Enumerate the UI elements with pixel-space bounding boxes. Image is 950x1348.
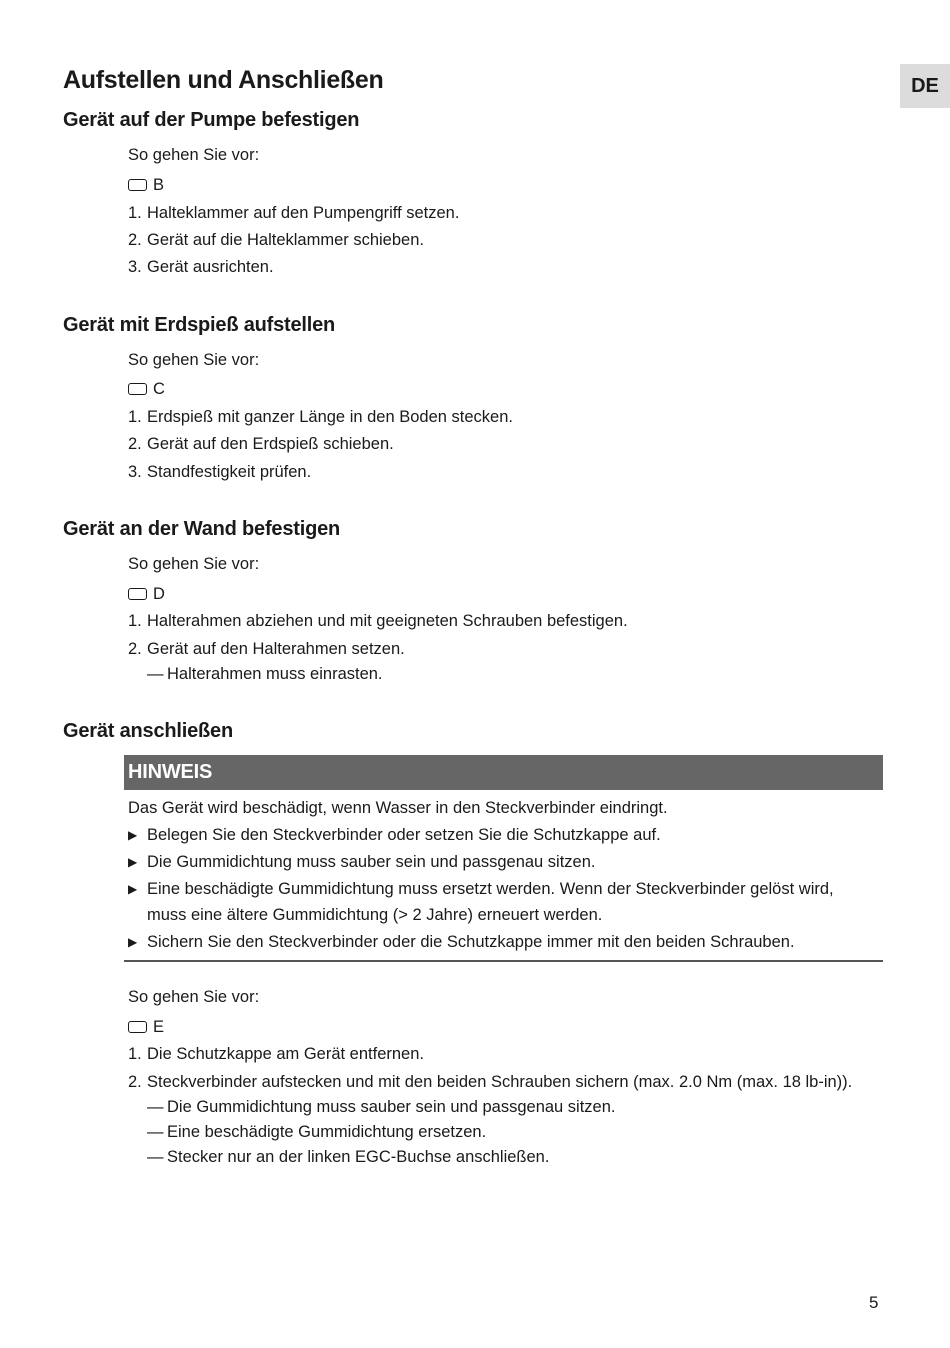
intro-text: So gehen Sie vor: xyxy=(128,988,260,1006)
bullet-arrow-icon: ▶ xyxy=(128,855,138,869)
step-item: 3. Gerät ausrichten. xyxy=(128,258,274,276)
step-item: 1. Die Schutzkappe am Gerät entfernen. xyxy=(128,1045,424,1063)
result-item: — Halterahmen muss einrasten. xyxy=(147,665,383,683)
notice-action: ▶ Eine beschädigte Gummidichtung muss ersetzt werden. Wenn der Steckverbinder gelöst wird, xyxy=(128,880,834,898)
notice-label: HINWEIS xyxy=(128,761,213,783)
notice-divider xyxy=(124,960,883,962)
figure-reference: C xyxy=(128,380,165,399)
step-item: 1. Halteklammer auf den Pumpengriff setzen. xyxy=(128,204,460,222)
figure-reference: D xyxy=(128,585,165,604)
bullet-arrow-icon: ▶ xyxy=(128,935,138,949)
page-number: 5 xyxy=(869,1293,879,1312)
result-item: — Die Gummidichtung muss sauber sein und passgenau sitzen. xyxy=(147,1098,616,1116)
notice-action: ▶ Sichern Sie den Steckverbinder oder die Schutzkappe immer mit den beiden Schrauben. xyxy=(128,933,795,951)
figure-reference: E xyxy=(128,1018,164,1037)
notice-action: ▶ Belegen Sie den Steckverbinder oder setzen Sie die Schutzkappe auf. xyxy=(128,826,661,844)
step-item: 1. Erdspieß mit ganzer Länge in den Boden stecken. xyxy=(128,408,513,426)
figure-icon xyxy=(128,588,147,600)
page-title: Aufstellen und Anschließen xyxy=(63,66,384,94)
notice-action-continuation: muss eine ältere Gummidichtung (> 2 Jahre) erneuert werden. xyxy=(147,906,603,924)
bullet-arrow-icon: ▶ xyxy=(128,882,138,896)
step-item: 3. Standfestigkeit prüfen. xyxy=(128,463,312,481)
step-item: 2. Steckverbinder aufstecken und mit den beiden Schrauben sichern (max. 2.0 Nm (max. 18 lb-in)). xyxy=(128,1073,853,1091)
intro-text: So gehen Sie vor: xyxy=(128,146,260,164)
intro-text: So gehen Sie vor: xyxy=(128,351,260,369)
intro-text: So gehen Sie vor: xyxy=(128,555,260,573)
figure-icon xyxy=(128,1021,147,1033)
bullet-arrow-icon: ▶ xyxy=(128,828,138,842)
notice-text: Das Gerät wird beschädigt, wenn Wasser in den Steckverbinder eindringt. xyxy=(128,799,668,817)
section-heading-spike: Gerät mit Erdspieß aufstellen xyxy=(63,314,336,336)
figure-icon xyxy=(128,179,147,191)
notice-action: ▶ Die Gummidichtung muss sauber sein und passgenau sitzen. xyxy=(128,853,596,871)
notice-header xyxy=(124,755,883,790)
section-heading-wall: Gerät an der Wand befestigen xyxy=(63,518,341,540)
figure-icon xyxy=(128,383,147,395)
result-item: — Eine beschädigte Gummidichtung ersetzen. xyxy=(147,1123,487,1141)
step-item: 1. Halterahmen abziehen und mit geeigneten Schrauben befestigen. xyxy=(128,612,628,630)
section-heading-pump: Gerät auf der Pumpe befestigen xyxy=(63,109,360,131)
step-item: 2. Gerät auf den Erdspieß schieben. xyxy=(128,435,394,453)
language-tab: DE xyxy=(900,64,950,108)
figure-reference: B xyxy=(128,176,164,195)
step-item: 2. Gerät auf den Halterahmen setzen. xyxy=(128,640,405,658)
section-heading-connect: Gerät anschließen xyxy=(63,720,233,742)
result-item: — Stecker nur an der linken EGC-Buchse anschließen. xyxy=(147,1148,550,1166)
step-item: 2. Gerät auf die Halteklammer schieben. xyxy=(128,231,424,249)
